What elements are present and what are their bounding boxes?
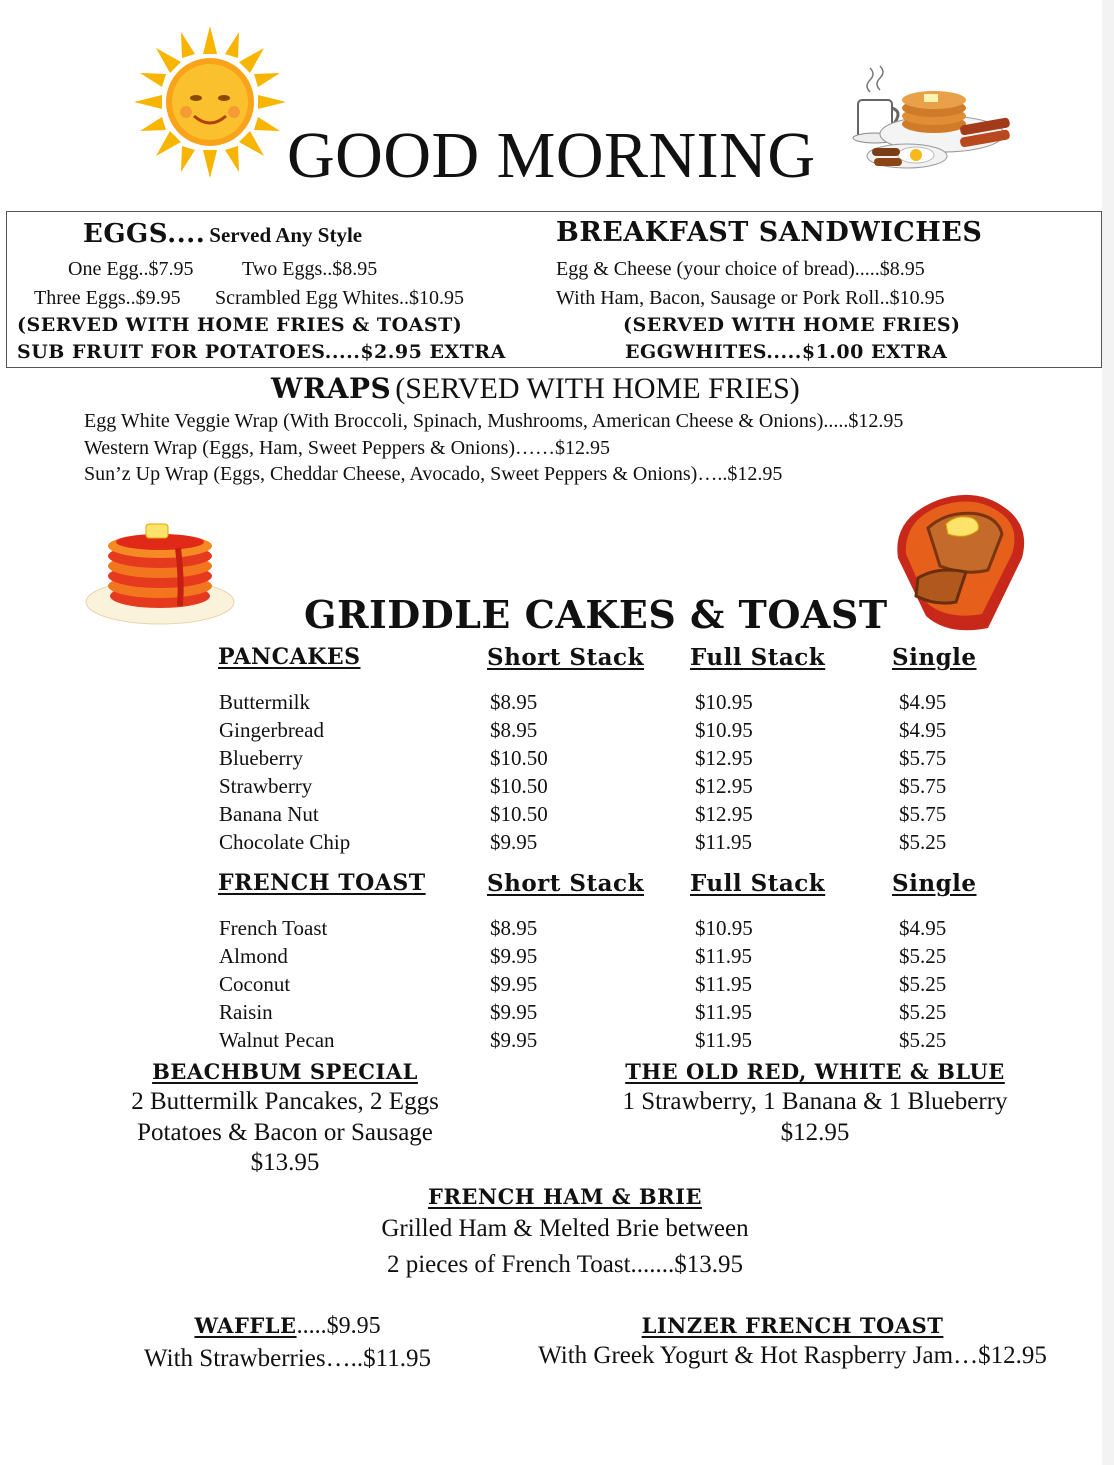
beachbum-heading: BEACHBUM SPECIAL	[152, 1059, 418, 1084]
short-stack-price: $10.50	[490, 774, 548, 798]
pancakes-col-short: Short Stack	[487, 644, 644, 671]
item-name: Blueberry	[219, 746, 303, 770]
item-name: Raisin	[219, 1000, 273, 1024]
table-row	[218, 772, 947, 800]
short-stack-price: $9.95	[490, 972, 538, 996]
full-stack-price: $11.95	[695, 944, 752, 968]
table-row	[218, 1026, 947, 1054]
full-stack-price: $11.95	[695, 972, 752, 996]
item-name: Walnut Pecan	[219, 1028, 335, 1052]
single-price: $5.75	[899, 774, 947, 798]
waffle-heading: WAFFLE	[194, 1313, 297, 1338]
pancakes-table	[218, 688, 947, 856]
waffle-price: .....$9.95	[296, 1313, 381, 1339]
full-stack-price: $11.95	[695, 1028, 752, 1052]
item-name: Strawberry	[219, 774, 313, 798]
red-white-blue-price: $12.95	[780, 1119, 850, 1146]
beachbum-price: $13.95	[250, 1149, 320, 1176]
eggs-price-whites: Scrambled Egg Whites..$10.95	[215, 287, 465, 309]
beachbum-line: Potatoes & Bacon or Sausage	[137, 1119, 433, 1146]
eggs-price-two: Two Eggs..$8.95	[242, 258, 378, 280]
eggs-subheading: Served Any Style	[209, 223, 363, 247]
ham-brie-special	[330, 1183, 800, 1283]
red-white-blue-heading: THE OLD RED, WHITE & BLUE	[625, 1059, 1005, 1084]
eggs-price-three: Three Eggs..$9.95	[34, 287, 181, 309]
beachbum-special	[110, 1058, 460, 1178]
french-toast-table	[218, 914, 947, 1054]
french-toast-heading: FRENCH TOAST	[218, 870, 426, 896]
table-row	[218, 970, 947, 998]
short-stack-price: $9.95	[490, 1000, 538, 1024]
eggs-note-served: (SERVED WITH HOME FRIES & TOAST)	[17, 314, 463, 336]
full-stack-price: $12.95	[695, 802, 753, 826]
table-row	[218, 744, 947, 772]
table-row	[218, 998, 947, 1026]
sandwiches-note-eggwhites: EGGWHITES.....$1.00 EXTRA	[625, 341, 948, 363]
eggs-note-fruit: SUB FRUIT FOR POTATOES.....$2.95 EXTRA	[17, 341, 506, 363]
wraps-subheading: (SERVED WITH HOME FRIES)	[395, 372, 800, 405]
item-name: Almond	[219, 944, 288, 968]
table-row	[218, 942, 947, 970]
table-row	[218, 800, 947, 828]
french-toast-col-short: Short Stack	[487, 870, 644, 897]
ham-brie-line: Grilled Ham & Melted Brie between	[381, 1215, 749, 1242]
wrap-item: Egg White Veggie Wrap (With Broccoli, Spinach, Mushrooms, American Cheese & Onions).....$12.95	[84, 410, 904, 432]
short-stack-price: $10.50	[490, 746, 548, 770]
page-title: GOOD MORNING	[287, 119, 816, 192]
red-white-blue-line: 1 Strawberry, 1 Banana & 1 Blueberry	[622, 1088, 1008, 1115]
sandwich-with-meat: With Ham, Bacon, Sausage or Pork Roll..$10.95	[556, 287, 945, 309]
waffle-line: With Strawberries…..$11.95	[144, 1345, 431, 1372]
page-edge	[1102, 0, 1114, 1465]
full-stack-price: $10.95	[695, 690, 753, 714]
table-row	[218, 828, 947, 856]
eggs-heading: EGGS....	[83, 219, 206, 249]
wraps-heading: WRAPS	[271, 372, 392, 405]
wrap-item: Sun’z Up Wrap (Eggs, Cheddar Cheese, Avocado, Sweet Peppers & Onions)…..$12.95	[84, 463, 783, 485]
short-stack-price: $10.50	[490, 802, 548, 826]
single-price: $5.25	[899, 1028, 947, 1052]
single-price: $5.25	[899, 830, 947, 854]
full-stack-price: $10.95	[695, 916, 753, 940]
red-white-blue-special	[600, 1058, 1030, 1148]
full-stack-price: $10.95	[695, 718, 753, 742]
breakfast-plate-icon	[852, 64, 1017, 176]
pancake-stack-icon	[82, 518, 238, 630]
sandwiches-heading: BREAKFAST SANDWICHES	[556, 217, 983, 248]
single-price: $5.25	[899, 1000, 947, 1024]
sandwich-egg-cheese: Egg & Cheese (your choice of bread).....$8.95	[556, 258, 925, 280]
pancakes-col-full: Full Stack	[690, 644, 826, 671]
item-name: French Toast	[219, 916, 328, 940]
french-toast-icon	[888, 488, 1046, 634]
item-name: Gingerbread	[219, 718, 324, 742]
linzer-line: With Greek Yogurt & Hot Raspberry Jam…$12.95	[538, 1342, 1047, 1369]
single-price: $5.25	[899, 944, 947, 968]
table-row	[218, 914, 947, 942]
item-name: Buttermilk	[219, 690, 310, 714]
full-stack-price: $12.95	[695, 746, 753, 770]
eggs-price-one: One Egg..$7.95	[68, 258, 194, 280]
short-stack-price: $9.95	[490, 944, 538, 968]
ham-brie-line: 2 pieces of French Toast.......$13.95	[386, 1251, 744, 1278]
full-stack-price: $11.95	[695, 830, 752, 854]
item-name: Banana Nut	[219, 802, 319, 826]
single-price: $4.95	[899, 718, 947, 742]
single-price: $4.95	[899, 916, 947, 940]
full-stack-price: $11.95	[695, 1000, 752, 1024]
sandwiches-note-served: (SERVED WITH HOME FRIES)	[623, 314, 961, 336]
item-name: Chocolate Chip	[219, 830, 351, 854]
single-price: $5.25	[899, 972, 947, 996]
pancakes-heading: PANCAKES	[218, 644, 361, 670]
french-toast-col-single: Single	[892, 870, 977, 897]
linzer-heading: LINZER FRENCH TOAST	[641, 1313, 944, 1338]
wrap-item: Western Wrap (Eggs, Ham, Sweet Peppers & Onions)……$12.95	[84, 437, 611, 459]
short-stack-price: $8.95	[490, 690, 538, 714]
item-name: Coconut	[219, 972, 291, 996]
single-price: $5.75	[899, 802, 947, 826]
short-stack-price: $8.95	[490, 916, 538, 940]
sun-icon	[130, 22, 290, 182]
table-row	[218, 688, 947, 716]
eggs-header	[83, 219, 362, 249]
short-stack-price: $9.95	[490, 1028, 538, 1052]
griddle-heading: GRIDDLE CAKES & TOAST	[304, 592, 888, 637]
linzer-special	[520, 1312, 1065, 1371]
short-stack-price: $8.95	[490, 718, 538, 742]
french-toast-col-full: Full Stack	[690, 870, 826, 897]
single-price: $5.75	[899, 746, 947, 770]
wraps-header	[271, 372, 800, 406]
pancakes-col-single: Single	[892, 644, 977, 671]
beachbum-line: 2 Buttermilk Pancakes, 2 Eggs	[131, 1088, 439, 1115]
single-price: $4.95	[899, 690, 947, 714]
ham-brie-heading: FRENCH HAM & BRIE	[428, 1184, 702, 1209]
table-row	[218, 716, 947, 744]
short-stack-price: $9.95	[490, 830, 538, 854]
full-stack-price: $12.95	[695, 774, 753, 798]
waffle-special	[110, 1312, 465, 1374]
